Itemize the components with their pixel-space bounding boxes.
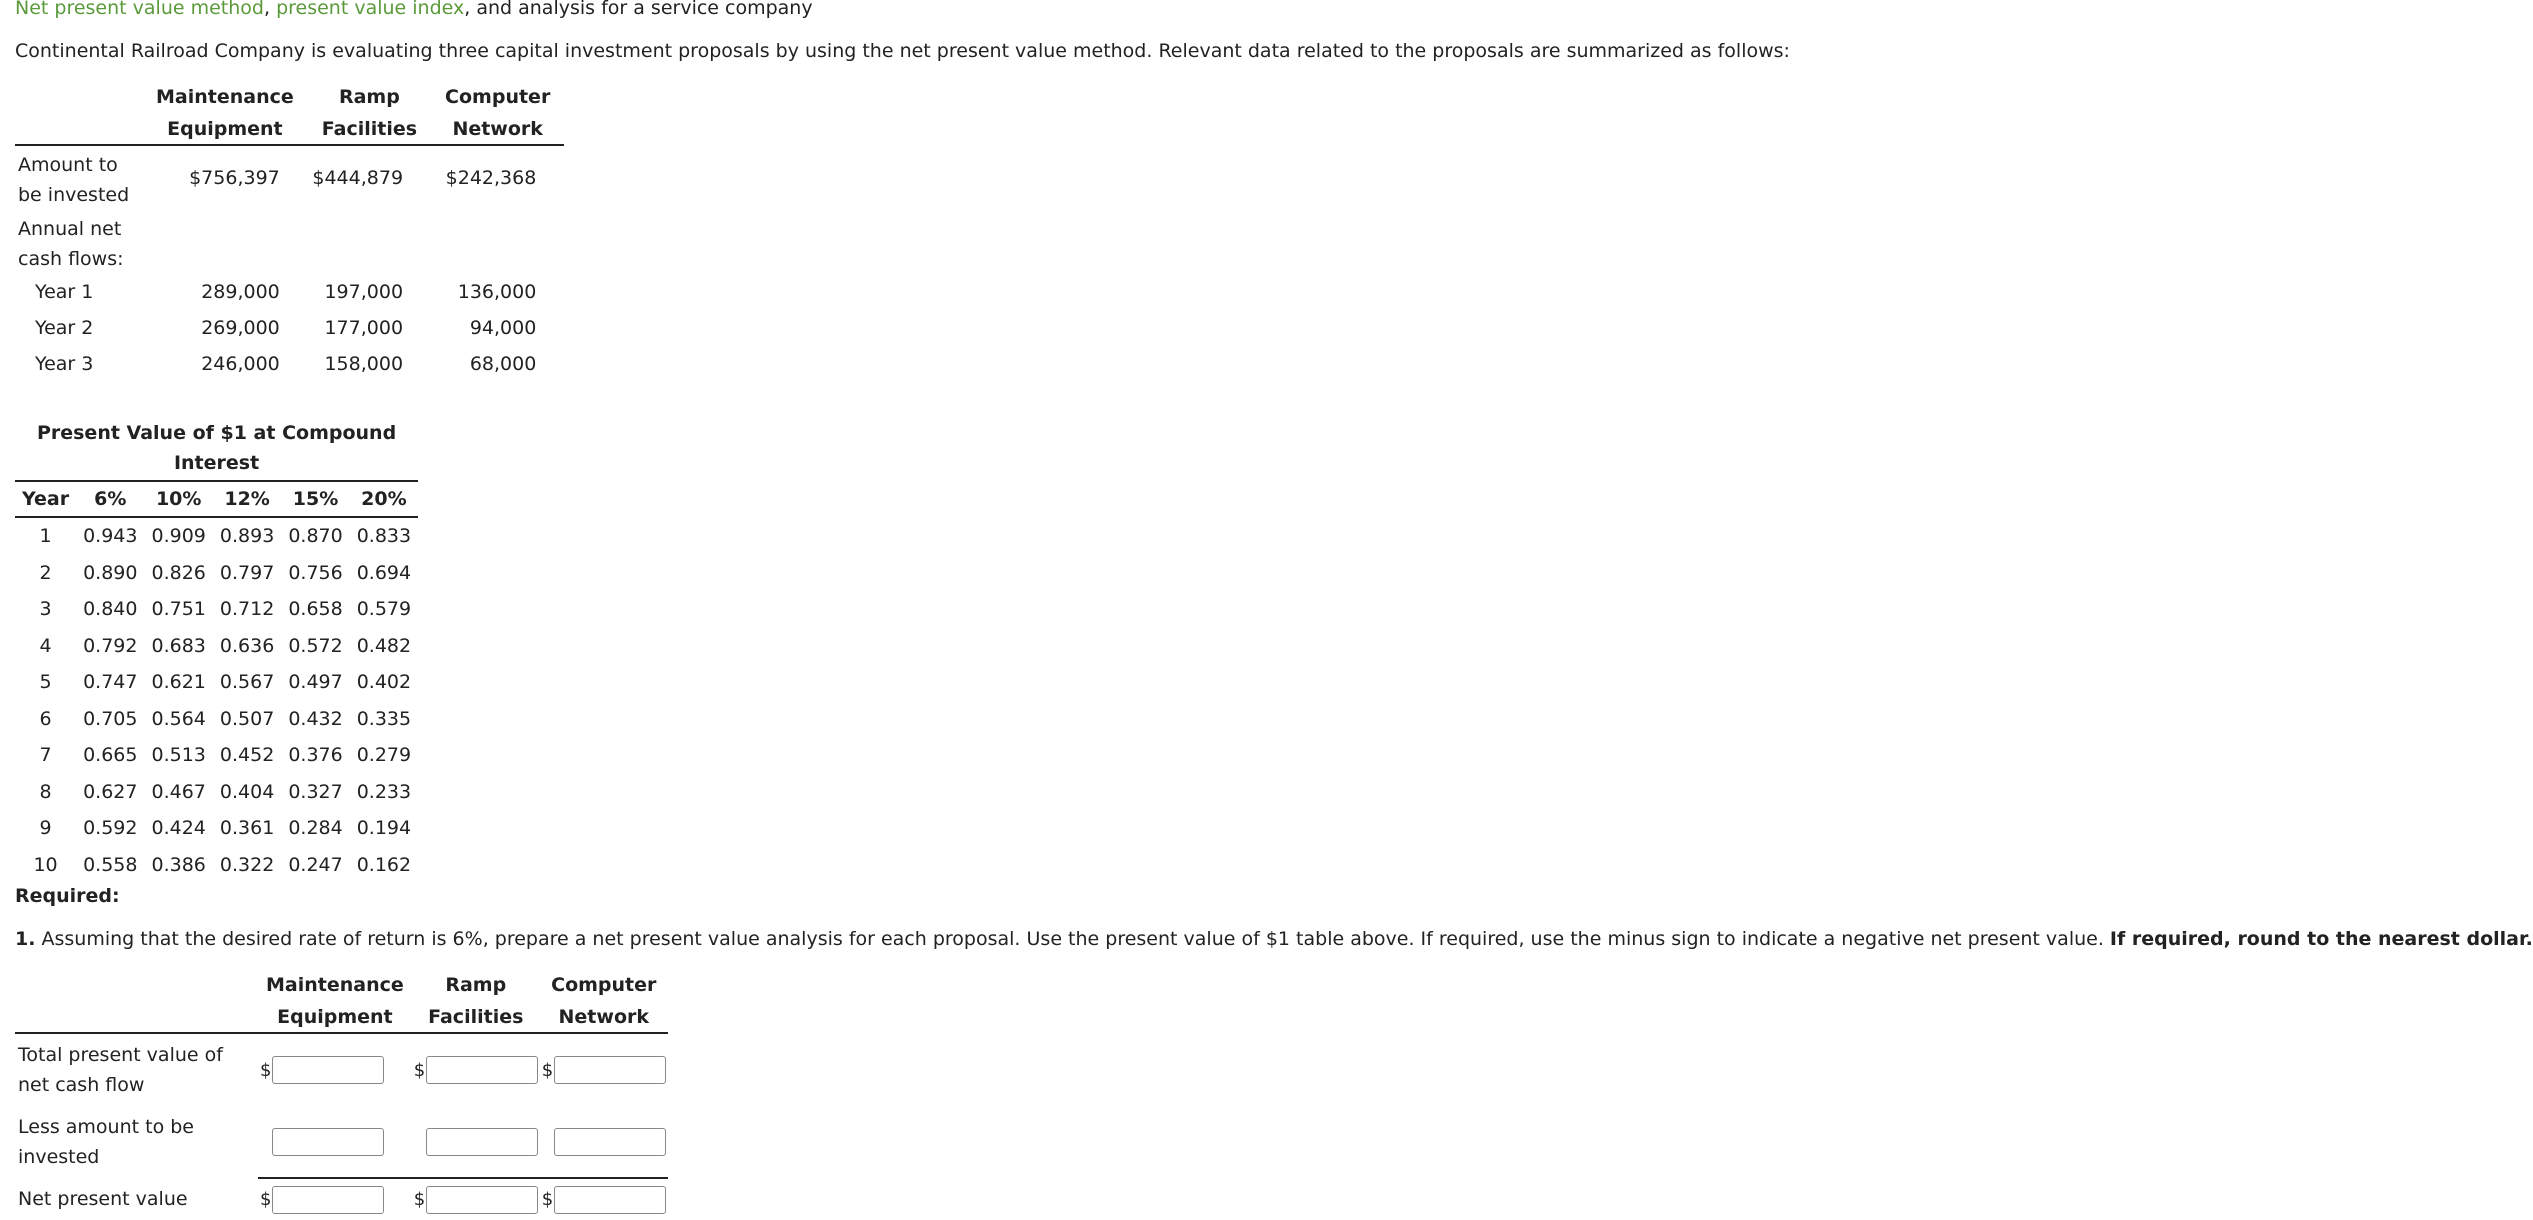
col-header-maintenance: Maintenance [156, 86, 294, 108]
pv-factor-cell: 0.558 [83, 853, 138, 876]
pv-year-cell: 3 [39, 598, 52, 621]
currency-symbol: $ [260, 1059, 272, 1081]
total-pv-label: Total present value of net cash flow [15, 1033, 258, 1106]
pv-factor-cell: 0.402 [356, 671, 412, 694]
pv-year-cell: 10 [33, 853, 58, 876]
pv-table-row [15, 774, 418, 811]
pv-factor-cell: 0.467 [151, 780, 206, 803]
col-header-ramp: Ramp [338, 86, 400, 108]
currency-symbol: $ [541, 1059, 554, 1081]
pv-factor-cell: 0.432 [288, 707, 343, 730]
pv-factor-cell: 0.482 [356, 634, 412, 657]
total-pv-maintenance-input[interactable] [272, 1056, 384, 1084]
npv-ramp-input[interactable] [426, 1186, 538, 1214]
pv-table-row [15, 628, 418, 665]
pv-factor-cell: 0.497 [288, 671, 343, 694]
pv-header-rate: 15% [281, 481, 349, 517]
question-number: 1. [15, 928, 36, 950]
answer-col-computer-2: Network [540, 1000, 668, 1033]
amount-ramp: $444,879 [312, 167, 404, 189]
pv-factor-cell: 0.247 [288, 853, 343, 876]
pv-table-row [15, 555, 418, 592]
pv-year-cell: 8 [39, 780, 52, 803]
amount-invested-maintenance-input[interactable] [272, 1128, 384, 1156]
pv-year-cell: 1 [39, 525, 52, 548]
heading-sep: , [263, 0, 277, 19]
pv-factor-cell: 0.683 [151, 634, 206, 657]
pv-factor-cell: 0.797 [219, 561, 275, 584]
cash-flow-value: 136,000 [457, 281, 537, 303]
cash-flow-value: 177,000 [324, 317, 404, 339]
pv-header-rate: 6% [76, 481, 144, 517]
pv-factor-cell: 0.376 [288, 744, 343, 767]
npv-computer-input[interactable] [554, 1186, 666, 1214]
answer-col-computer: Computer [551, 974, 657, 996]
currency-symbol: $ [413, 1059, 426, 1081]
currency-symbol: $ [413, 1189, 426, 1210]
pv-factor-cell: 0.284 [288, 817, 343, 840]
cash-flow-value: 68,000 [469, 353, 537, 375]
pv-factor-cell: 0.694 [356, 561, 412, 584]
cash-flow-label-row [15, 210, 564, 274]
pv-year-cell: 7 [39, 744, 52, 767]
pv-table-body [15, 517, 418, 883]
year-row [15, 346, 564, 382]
intro-text: Continental Railroad Company is evaluating three capital investment proposals by using the net present value method. Relevant data related to the proposals are summarized as follows: [15, 40, 1790, 62]
pv-factor-cell: 0.361 [219, 817, 275, 840]
present-value-table [15, 418, 418, 883]
problem-heading [15, 0, 813, 19]
pv-factor-cell: 0.756 [288, 561, 343, 584]
pv-year-cell: 2 [39, 561, 52, 584]
year-label: Year 2 [35, 317, 94, 339]
npv-row [15, 1178, 668, 1220]
pv-factor-cell: 0.452 [219, 744, 275, 767]
pv-header-rate: 12% [213, 481, 281, 517]
pv-factor-cell: 0.943 [83, 525, 138, 548]
answer-col-maintenance: Maintenance [266, 974, 404, 996]
pv-table-caption: Present Value of $1 at Compound Interest [15, 418, 418, 481]
pv-factor-cell: 0.162 [356, 853, 412, 876]
pv-factor-cell: 0.909 [151, 525, 206, 548]
pv-factor-cell: 0.572 [288, 634, 343, 657]
cash-flow-value: 289,000 [201, 281, 280, 303]
pv-factor-cell: 0.747 [83, 671, 138, 694]
pv-factor-cell: 0.564 [151, 707, 206, 730]
pv-year-cell: 4 [39, 634, 52, 657]
pv-factor-cell: 0.579 [356, 598, 412, 621]
pv-factor-cell: 0.792 [83, 634, 138, 657]
pv-table-row [15, 810, 418, 847]
pv-factor-cell: 0.404 [219, 780, 275, 803]
total-pv-computer-input[interactable] [554, 1056, 666, 1084]
currency-symbol: $ [541, 1189, 554, 1210]
pv-factor-cell: 0.335 [356, 707, 412, 730]
answer-col-ramp: Ramp [445, 974, 507, 996]
pv-factor-cell: 0.327 [288, 780, 343, 803]
col-header-ramp-2: Facilities [308, 112, 431, 145]
year-label: Year 3 [35, 353, 94, 375]
pv-factor-cell: 0.893 [219, 525, 275, 548]
pv-factor-cell: 0.322 [219, 853, 275, 876]
cash-flow-value: 246,000 [201, 353, 280, 375]
cash-flow-value: 197,000 [324, 281, 404, 303]
pv-factor-cell: 0.279 [356, 744, 412, 767]
proposals-table [15, 80, 564, 382]
col-header-maintenance-2: Equipment [142, 112, 308, 145]
pv-table-row [15, 664, 418, 701]
pv-factor-cell: 0.627 [83, 780, 138, 803]
pv-year-cell: 5 [39, 671, 52, 694]
cash-flow-label: Annual net cash flows: [18, 218, 124, 270]
amount-row [15, 145, 564, 210]
pv-factor-cell: 0.507 [219, 707, 275, 730]
npv-answer-table [15, 968, 668, 1220]
amount-invested-row [15, 1106, 668, 1178]
pv-table-row [15, 847, 418, 884]
amount-invested-ramp-input[interactable] [426, 1128, 538, 1156]
pv-index-link[interactable]: present value index [276, 0, 465, 19]
pv-factor-cell: 0.840 [83, 598, 138, 621]
npv-method-link[interactable]: Net present value method [15, 0, 264, 19]
amount-computer: $242,368 [445, 167, 537, 189]
pv-factor-cell: 0.386 [151, 853, 206, 876]
pv-factor-cell: 0.826 [151, 561, 206, 584]
question-rounding-note: If required, round to the nearest dollar. [2109, 928, 2533, 950]
pv-header-rate: 10% [145, 481, 213, 517]
pv-year-cell: 9 [39, 817, 52, 840]
pv-factor-cell: 0.567 [219, 671, 275, 694]
answer-col-ramp-2: Facilities [412, 1000, 540, 1033]
npv-maintenance-input[interactable] [272, 1186, 384, 1214]
pv-year-cell: 6 [39, 707, 52, 730]
pv-factor-cell: 0.194 [356, 817, 412, 840]
npv-label: Net present value [18, 1188, 188, 1210]
pv-header-rate: 20% [350, 481, 418, 517]
heading-rest: , and analysis for a service company [464, 0, 813, 19]
amount-label: Amount to be invested [18, 154, 130, 206]
amount-invested-label: Less amount to be invested [18, 1116, 194, 1168]
pv-table-row [15, 701, 418, 738]
year-row [15, 274, 564, 310]
pv-factor-cell: 0.592 [83, 817, 138, 840]
pv-factor-cell: 0.513 [151, 744, 206, 767]
pv-table-row [15, 517, 418, 555]
amount-invested-computer-input[interactable] [554, 1128, 666, 1156]
pv-table-row [15, 591, 418, 628]
pv-factor-cell: 0.636 [219, 634, 275, 657]
question-1 [15, 928, 2533, 950]
pv-factor-cell: 0.833 [356, 525, 412, 548]
cash-flow-value: 94,000 [469, 317, 537, 339]
pv-factor-cell: 0.712 [219, 598, 275, 621]
pv-factor-cell: 0.751 [151, 598, 206, 621]
required-label: Required: [15, 885, 120, 907]
pv-factor-cell: 0.658 [288, 598, 343, 621]
pv-header-row [15, 481, 418, 517]
col-header-computer-2: Network [431, 112, 564, 145]
cash-flow-value: 269,000 [201, 317, 280, 339]
pv-factor-cell: 0.233 [356, 780, 412, 803]
pv-factor-cell: 0.870 [288, 525, 343, 548]
pv-header-year: Year [15, 481, 76, 517]
pv-factor-cell: 0.890 [83, 561, 138, 584]
pv-factor-cell: 0.665 [83, 744, 138, 767]
cash-flow-value: 158,000 [324, 353, 404, 375]
year-label: Year 1 [35, 281, 94, 303]
currency-symbol: $ [260, 1189, 272, 1210]
total-pv-ramp-input[interactable] [426, 1056, 538, 1084]
total-pv-row [15, 1033, 668, 1106]
pv-factor-cell: 0.424 [151, 817, 206, 840]
amount-maintenance: $756,397 [189, 167, 280, 189]
question-text: Assuming that the desired rate of return is 6%, prepare a net present value analysis for each proposal. Use the present value of $1 table above. If required, use the minus sign to indicate a negative net present value. [41, 928, 2110, 950]
pv-factor-cell: 0.705 [83, 707, 138, 730]
year-row [15, 310, 564, 346]
pv-factor-cell: 0.621 [151, 671, 206, 694]
pv-table-row [15, 737, 418, 774]
col-header-computer: Computer [445, 86, 551, 108]
answer-col-maintenance-2: Equipment [258, 1000, 412, 1033]
